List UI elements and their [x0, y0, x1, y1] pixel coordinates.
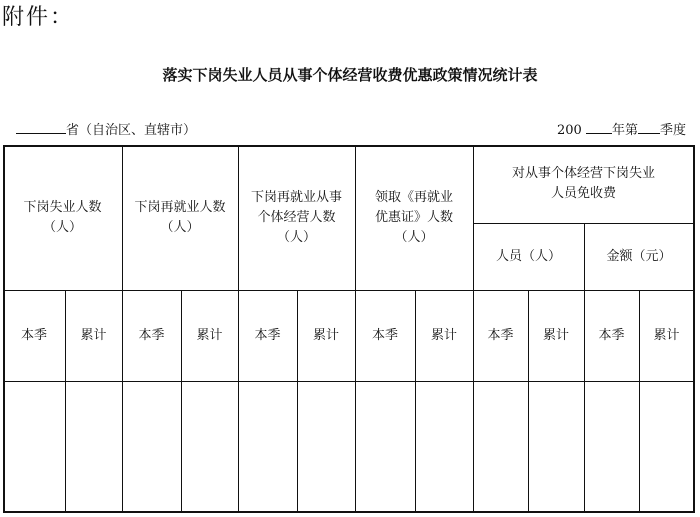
attachment-label: 附件：: [2, 5, 75, 30]
period-label: 累计: [312, 327, 339, 343]
period-label: 本季: [487, 327, 514, 343]
page-title: 落实下岗失业人员从事个体经营收费优惠政策情况统计表: [162, 66, 538, 84]
data-cell: [3, 382, 65, 511]
header-reemployed-count: 下岗再就业人数 （人）: [134, 199, 226, 235]
province-blank: [16, 121, 66, 134]
header-fee-persons: 人员（人）: [495, 248, 561, 264]
year-blank: [586, 121, 612, 134]
period-label: 累计: [542, 327, 569, 343]
header-self-employed-count: 下岗再就业从事 个体经营人数 （人）: [250, 189, 342, 245]
data-cell: [473, 382, 528, 511]
data-cell: [528, 382, 584, 511]
data-cell: [639, 382, 694, 511]
year-suffix: 季度: [659, 123, 686, 138]
data-cell: [122, 382, 181, 511]
period-label: 累计: [196, 327, 223, 343]
province-line: [16, 119, 196, 138]
data-cell: [181, 382, 238, 511]
quarter-blank: [638, 121, 660, 134]
period-label: 本季: [138, 327, 165, 343]
data-cell: [355, 382, 415, 511]
period-label: 累计: [80, 327, 107, 343]
period-line: [557, 119, 686, 138]
header-certificate-count: 领取《再就业 优惠证》人数 （人）: [374, 189, 453, 245]
data-cell: [415, 382, 473, 511]
province-suffix: 省（自治区、直辖市）: [66, 123, 197, 138]
period-label: 本季: [371, 327, 398, 343]
header-fee-amount: 金额（元）: [606, 248, 672, 264]
data-cell: [65, 382, 122, 511]
period-label: 本季: [20, 327, 47, 343]
period-label: 本季: [598, 327, 625, 343]
year-mid: 年第: [611, 123, 638, 138]
header-laid-off-count: 下岗失业人数 （人）: [23, 199, 102, 235]
year-prefix: 200: [557, 123, 582, 138]
data-cell: [238, 382, 297, 511]
period-label: 累计: [430, 327, 457, 343]
period-label: 本季: [254, 327, 281, 343]
data-cell: [584, 382, 639, 511]
statistics-table: [3, 145, 695, 513]
data-cell: [297, 382, 355, 511]
header-fee-exemption: 对从事个体经营下岗失业 人员免收费: [511, 166, 655, 201]
table-border-bottom: [3, 511, 695, 513]
period-label: 累计: [653, 327, 680, 343]
